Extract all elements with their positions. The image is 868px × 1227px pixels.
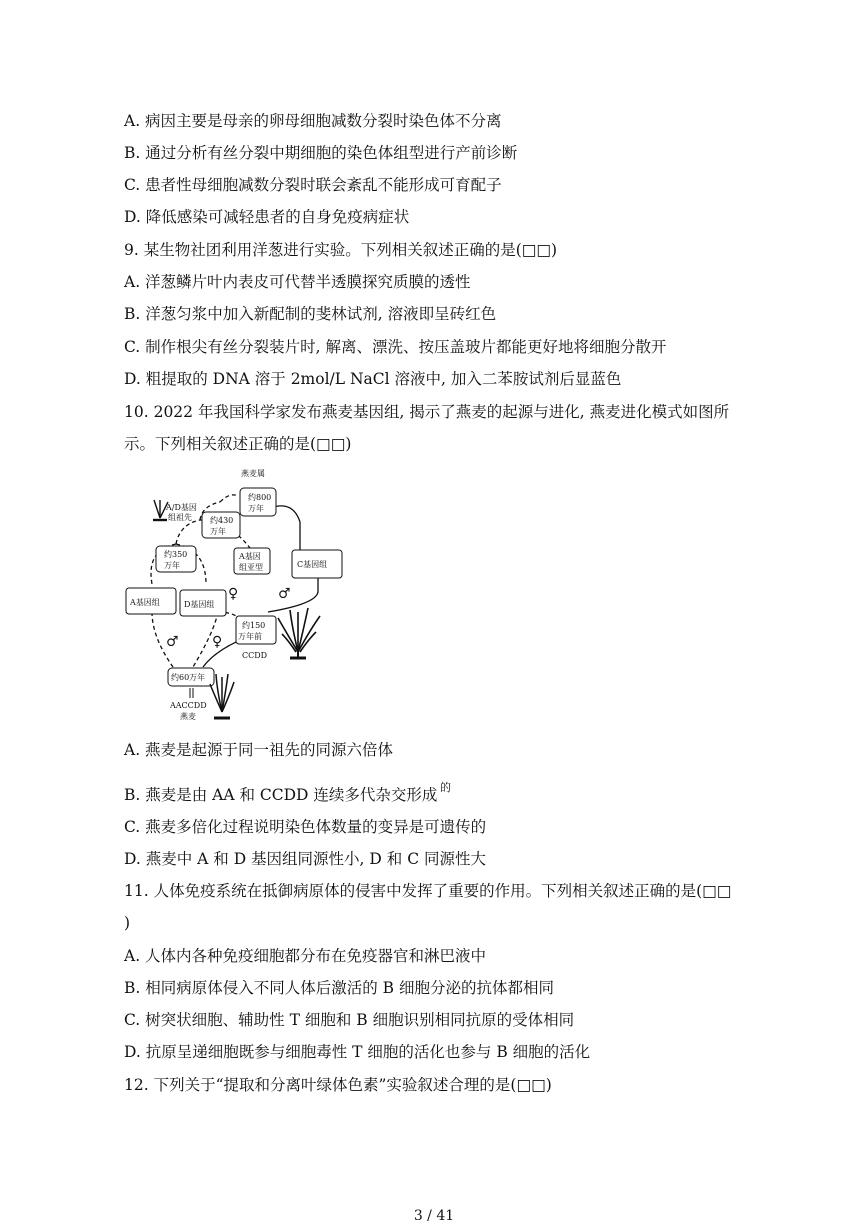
ancestor-label-2: 组祖先 xyxy=(168,513,192,522)
t60-label: 约60万年 xyxy=(171,673,206,682)
q8-option-b: B. 通过分析有丝分裂中期细胞的染色体组型进行产前诊断 xyxy=(124,144,518,162)
q10-option-a: A. 燕麦是起源于同一祖先的同源六倍体 xyxy=(124,741,394,759)
a-genome-label: A基因组 xyxy=(130,598,160,607)
oat-label: 燕麦 xyxy=(180,712,196,721)
q11-stem-line2: ) xyxy=(124,914,131,932)
female-symbol-upper: ♀ xyxy=(228,586,239,602)
oat-evolution-diagram xyxy=(118,462,348,724)
q10-option-c: C. 燕麦多倍化过程说明染色体数量的变异是可遗传的 xyxy=(124,818,487,836)
q10-option-d: D. 燕麦中 A 和 D 基因组同源性小, D 和 C 同源性大 xyxy=(124,850,486,868)
ancestor-label-1: A/D基因 xyxy=(166,503,197,512)
d-genome-label: D基因组 xyxy=(184,600,215,609)
q8-option-a: A. 病因主要是母亲的卵母细胞减数分裂时染色体不分离 xyxy=(124,112,502,130)
q11-option-a: A. 人体内各种免疫细胞都分布在免疫器官和淋巴液中 xyxy=(124,947,487,965)
a-subtype-line2: 组亚型 xyxy=(239,563,263,572)
q9-option-d: D. 粗提取的 DNA 溶于 2mol/L NaCl 溶液中, 加入二苯胺试剂后显蓝色 xyxy=(124,370,622,388)
q8-option-c: C. 患者性母细胞减数分裂时联会紊乱不能形成可育配子 xyxy=(124,176,502,194)
q9-option-b: B. 洋葱匀浆中加入新配制的斐林试剂, 溶液即呈砖红色 xyxy=(124,305,497,323)
q11-option-c: C. 树突状细胞、辅助性 T 细胞和 B 细胞识别相同抗原的受体相同 xyxy=(124,1011,575,1029)
aaccdd-label: AACCDD xyxy=(170,701,207,710)
q10-option-b: B. 燕麦是由 AA 和 CCDD 连续多代杂交形成 xyxy=(124,786,438,804)
ccdd-label: CCDD xyxy=(242,651,268,660)
t150-line2: 万年前 xyxy=(238,632,262,641)
t350-line2: 万年 xyxy=(164,561,180,570)
q8-option-d: D. 降低感染可减轻患者的自身免疫病症状 xyxy=(124,208,410,226)
page-number: 3 / 41 xyxy=(413,1208,455,1224)
oat-plant-icon xyxy=(278,608,320,658)
t800-line1: 约800 xyxy=(248,493,272,502)
male-symbol-upper: ♂ xyxy=(278,586,291,602)
genus-label: 燕麦属 xyxy=(241,469,265,478)
a-subtype-line1: A基因 xyxy=(239,552,261,561)
q11-stem-line1: 11. 人体免疫系统在抵御病原体的侵害中发挥了重要的作用。下列相关叙述正确的是(□□ xyxy=(124,882,732,900)
q10-stem-line1: 10. 2022 年我国科学家发布燕麦基因组, 揭示了燕麦的起源与进化, 燕麦进化模式如图所 xyxy=(124,403,730,421)
t150-line1: 约150 xyxy=(242,621,266,630)
q12-stem: 12. 下列关于“提取和分离叶绿体色素”实验叙述合理的是(□□) xyxy=(124,1076,552,1094)
q10-stem-line2: 示。下列相关叙述正确的是(□□) xyxy=(124,435,352,453)
t350-line1: 约350 xyxy=(164,550,188,559)
q11-option-d: D. 抗原呈递细胞既参与细胞毒性 T 细胞的活化也参与 B 细胞的活化 xyxy=(124,1043,591,1061)
q10-option-b-superscript: 的 xyxy=(440,781,451,794)
c-genome-label: C基因组 xyxy=(297,560,328,569)
q11-option-b: B. 相同病原体侵入不同人体后激活的 B 细胞分泌的抗体都相同 xyxy=(124,979,554,997)
q9-stem: 9. 某生物社团利用洋葱进行实验。下列相关叙述正确的是(□□) xyxy=(124,241,558,259)
t430-line2: 万年 xyxy=(210,527,226,536)
female-symbol-lower: ♀ xyxy=(212,634,223,650)
q9-option-c: C. 制作根尖有丝分裂装片时, 解离、漂洗、按压盖玻片都能更好地将细胞分散开 xyxy=(124,338,667,356)
male-symbol-lower: ♂ xyxy=(166,634,179,650)
t800-line2: 万年 xyxy=(248,504,264,513)
t430-line1: 约430 xyxy=(210,516,234,525)
q9-option-a: A. 洋葱鳞片叶内表皮可代替半透膜探究质膜的透性 xyxy=(124,273,471,291)
